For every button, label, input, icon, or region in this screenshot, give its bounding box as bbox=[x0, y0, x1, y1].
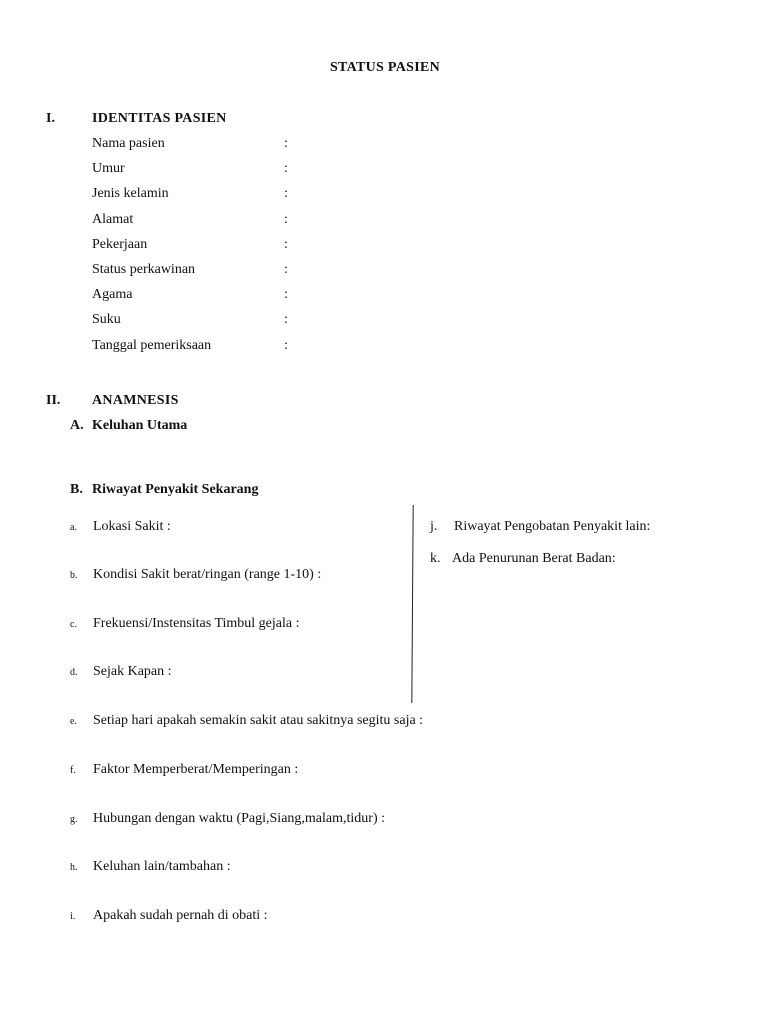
item-letter: b. bbox=[70, 570, 78, 581]
item-hubungan-waktu: Hubungan dengan waktu (Pagi,Siang,malam,tidur) : bbox=[93, 811, 385, 826]
document-title: STATUS PASIEN bbox=[329, 60, 441, 75]
field-label-nama-pasien: Nama pasien bbox=[92, 136, 165, 151]
field-label-tanggal-pemeriksaan: Tanggal pemeriksaan bbox=[92, 338, 212, 353]
field-colon: : bbox=[284, 338, 288, 353]
section-2-title: ANAMNESIS bbox=[92, 393, 179, 408]
item-sejak-kapan: Sejak Kapan : bbox=[93, 664, 172, 679]
item-frekuensi: Frekuensi/Instensitas Timbul gejala : bbox=[93, 616, 300, 631]
item-letter: j. bbox=[430, 519, 438, 534]
subsection-b-title: Riwayat Penyakit Sekarang bbox=[92, 482, 259, 497]
field-label-pekerjaan: Pekerjaan bbox=[92, 237, 148, 252]
item-keluhan-lain: Keluhan lain/tambahan : bbox=[93, 859, 231, 874]
field-colon: : bbox=[284, 262, 288, 277]
field-colon: : bbox=[284, 287, 288, 302]
field-colon: : bbox=[284, 161, 288, 176]
item-letter: c. bbox=[70, 619, 77, 630]
item-letter: a. bbox=[70, 522, 77, 533]
item-letter: g. bbox=[70, 814, 78, 825]
item-setiap-hari: Setiap hari apakah semakin sakit atau sakitnya segitu saja : bbox=[93, 713, 424, 728]
item-faktor: Faktor Memperberat/Memperingan : bbox=[93, 762, 299, 777]
field-label-suku: Suku bbox=[92, 312, 121, 327]
item-sudah-diobati: Apakah sudah pernah di obati : bbox=[93, 908, 268, 923]
item-lokasi-sakit: Lokasi Sakit : bbox=[93, 519, 171, 534]
item-riwayat-pengobatan: Riwayat Pengobatan Penyakit lain: bbox=[454, 519, 651, 534]
item-letter: h. bbox=[70, 862, 78, 873]
field-label-agama: Agama bbox=[92, 287, 133, 302]
item-letter: k. bbox=[430, 551, 441, 566]
item-letter: e. bbox=[70, 716, 77, 727]
field-label-jenis-kelamin: Jenis kelamin bbox=[92, 186, 169, 201]
field-colon: : bbox=[284, 186, 288, 201]
field-colon: : bbox=[284, 237, 288, 252]
item-penurunan-berat-badan: Ada Penurunan Berat Badan: bbox=[452, 551, 616, 566]
field-label-status-perkawinan: Status perkawinan bbox=[92, 262, 196, 277]
field-colon: : bbox=[284, 212, 288, 227]
subsection-a-heading bbox=[70, 418, 187, 434]
subsection-a-title: Keluhan Utama bbox=[92, 418, 188, 433]
item-letter: i. bbox=[70, 911, 76, 922]
field-colon: : bbox=[284, 312, 288, 327]
item-kondisi-sakit: Kondisi Sakit berat/ringan (range 1-10) : bbox=[93, 567, 322, 582]
field-label-umur: Umur bbox=[92, 161, 125, 176]
section-1-title: IDENTITAS PASIEN bbox=[92, 111, 227, 126]
section-2-number: II. bbox=[46, 393, 61, 408]
subsection-b-letter: B. bbox=[70, 482, 83, 497]
subsection-a-letter: A. bbox=[70, 418, 84, 433]
field-label-alamat: Alamat bbox=[92, 212, 134, 227]
field-colon: : bbox=[284, 136, 288, 151]
item-letter: f. bbox=[70, 765, 76, 776]
subsection-b-heading bbox=[70, 482, 258, 498]
column-divider bbox=[411, 505, 413, 703]
section-1-number: I. bbox=[46, 111, 55, 126]
item-letter: d. bbox=[70, 667, 78, 678]
